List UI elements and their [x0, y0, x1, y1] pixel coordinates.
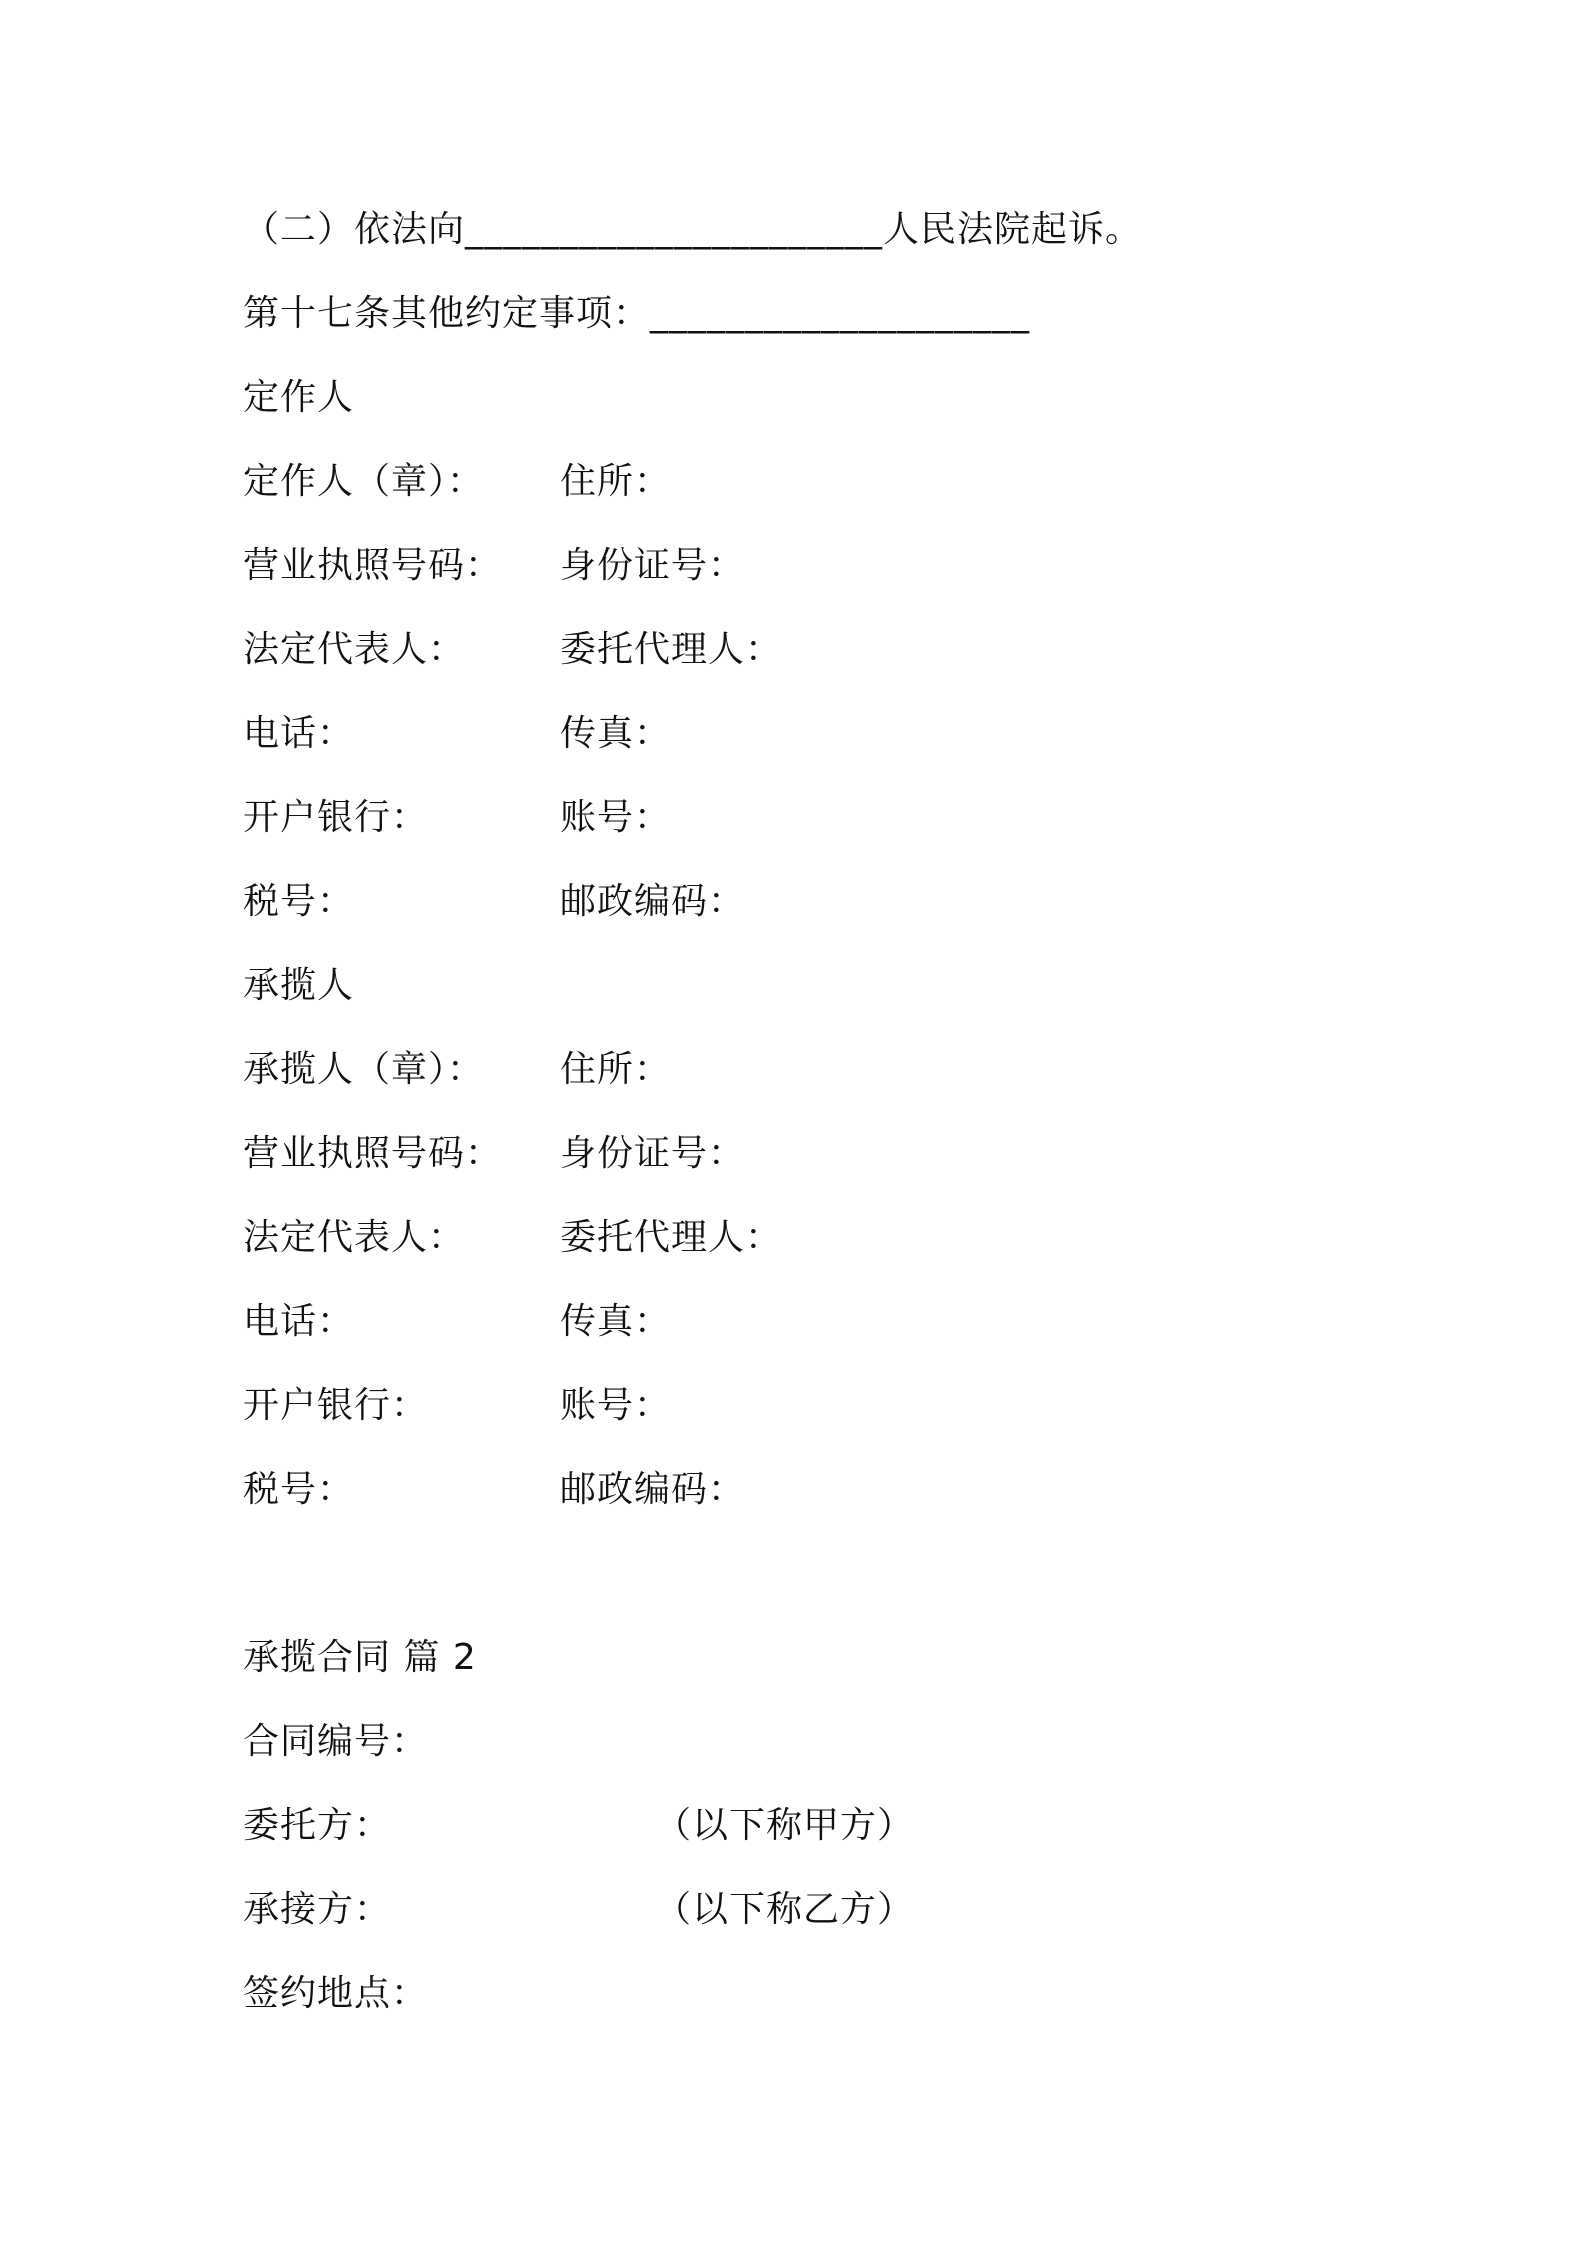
party-b-fax-label: 传真： — [560, 1301, 672, 1342]
party-b-agent-label: 委托代理人： — [560, 1217, 783, 1258]
party-b-legal-rep-label: 法定代表人： — [243, 1217, 466, 1258]
client-note: （以下称甲方） — [655, 1805, 915, 1846]
party-a-phone-label: 电话： — [243, 713, 355, 754]
party-b-seal-label: 承揽人（章）： — [243, 1049, 485, 1090]
contractor-label: 承接方： — [243, 1889, 392, 1930]
client-label: 委托方： — [243, 1805, 392, 1846]
party-b-postcode-label: 邮政编码： — [560, 1469, 746, 1510]
party-a-id-label: 身份证号： — [560, 545, 746, 586]
article-17-other-terms: 第十七条其他约定事项：____________________ — [243, 293, 1031, 334]
party-b-phone-label: 电话： — [243, 1301, 355, 1342]
party-b-id-label: 身份证号： — [560, 1133, 746, 1174]
party-a-heading: 定作人 — [243, 377, 355, 418]
party-a-fax-label: 传真： — [560, 713, 672, 754]
signing-place-label: 签约地点： — [243, 1973, 429, 2014]
party-a-seal-label: 定作人（章）： — [243, 461, 485, 502]
party-a-license-label: 营业执照号码： — [243, 545, 503, 586]
contractor-note: （以下称乙方） — [655, 1889, 915, 1930]
clause-court-lawsuit: （二）依法向______________________人民法院起诉。 — [243, 209, 1143, 250]
party-b-address-label: 住所： — [560, 1049, 672, 1090]
party-b-bank-label: 开户银行： — [243, 1385, 429, 1426]
party-b-license-label: 营业执照号码： — [243, 1133, 503, 1174]
contract-number-label: 合同编号： — [243, 1721, 429, 1762]
party-a-bank-label: 开户银行： — [243, 797, 429, 838]
party-a-tax-label: 税号： — [243, 881, 355, 922]
party-a-account-label: 账号： — [560, 797, 672, 838]
party-b-tax-label: 税号： — [243, 1469, 355, 1510]
party-a-address-label: 住所： — [560, 461, 672, 502]
party-a-agent-label: 委托代理人： — [560, 629, 783, 670]
party-a-postcode-label: 邮政编码： — [560, 881, 746, 922]
party-b-heading: 承揽人 — [243, 965, 355, 1006]
contract-2-title: 承揽合同 篇 2 — [243, 1637, 477, 1678]
party-b-account-label: 账号： — [560, 1385, 672, 1426]
party-a-legal-rep-label: 法定代表人： — [243, 629, 466, 670]
